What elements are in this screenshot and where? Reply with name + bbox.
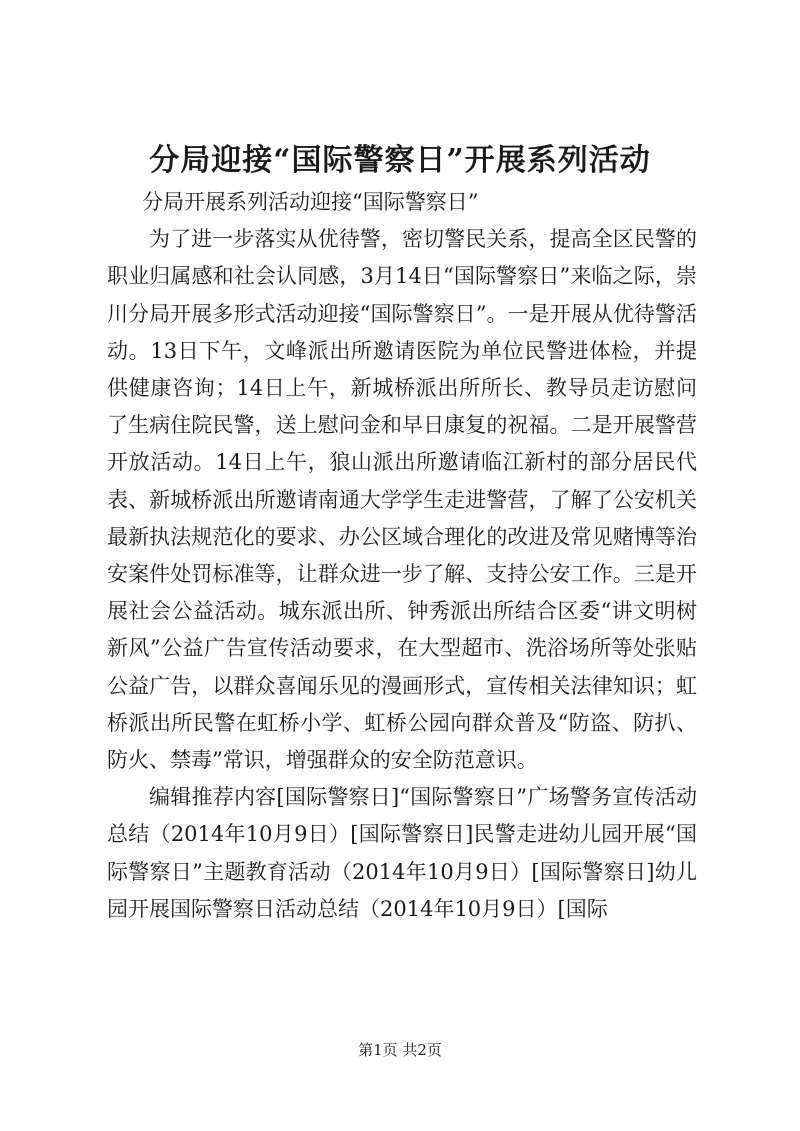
body-paragraph: 编辑推荐内容[国际警察日]“国际警察日”广场警务宣传活动总结（2014年10月9日）[国际警察日]民警走进幼儿园开展“国际警察日”主题教育活动（2014年10月9日）[国际警察日]幼儿园开展国际警察日活动总结（2014年10月9日）[国际 [107, 785, 697, 921]
document-subtitle: 分局开展系列活动迎接“国际警察日” [142, 190, 479, 214]
document-title: 分局迎接“国际警察日”开展系列活动 [149, 143, 651, 178]
body-paragraph: 为了进一步落实从优待警，密切警民关系，提高全区民警的职业归属感和社会认同感，3月14日“国际警察日”来临之际，崇川分局开展多形式活动迎接“国际警察日”。一是开展从优待警活动。13日下午，文峰派出所邀请医院为单位民警进体检，并提供健康咨询；14日上午，新城桥派出所所长、教导员走访慰问了生病住院民警，送上慰问金和早日康复的祝福。二是开展警营开放活动。14日上午，狼山派出所邀请临江新村的部分居民代表、新城桥派出所邀请南通大学学生走进警营，了解了公安机关最新执法规范化的要求、办公区域合理化的改进及常见赌博等治安案件处罚标准等，让群众进一步了解、支持公安工作。三是开展社会公益活动。城东派出所、钟秀派出所结合区委“讲文明树新风”公益广告宣传活动要求，在大型超市、洗浴场所等处张贴公益广告，以群众喜闻乐见的漫画形式，宣传相关法律知识；虹桥派出所民警在虹桥小学、虹桥公园向群众普及“防盗、防扒、防火、禁毒”常识，增强群众的安全防范意识。 [107, 227, 697, 773]
page-footer: 第1页 共2页 [358, 1041, 442, 1059]
document-body [107, 184, 697, 928]
